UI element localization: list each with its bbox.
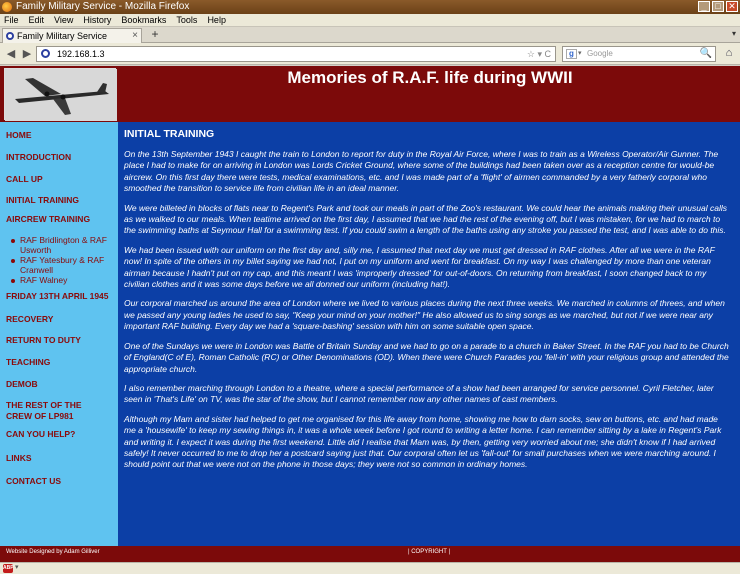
menu-history[interactable]: History bbox=[83, 15, 112, 25]
site-footer bbox=[0, 546, 740, 562]
home-icon[interactable]: ⌂ bbox=[725, 47, 733, 59]
search-bar[interactable] bbox=[562, 46, 716, 62]
paragraph: I also remember marching through London to a theatre, where a special performance of a show had been arranged for service personnel. Cyril Fletcher, later seen in 'That's Life' on TV, was the star of the show, but I cannot remember now any other names of cast members. bbox=[124, 382, 714, 405]
menu-bookmarks[interactable]: Bookmarks bbox=[121, 15, 167, 25]
nav-return-to-duty[interactable]: RETURN TO DUTY bbox=[6, 335, 81, 345]
site-favicon-icon bbox=[6, 32, 14, 40]
adblock-dropdown-icon[interactable]: ▾ bbox=[15, 564, 19, 571]
menu-help[interactable]: Help bbox=[207, 15, 226, 25]
main-content bbox=[118, 122, 740, 546]
nav-recovery[interactable]: RECOVERY bbox=[6, 314, 54, 324]
paragraph: We were billeted in blocks of flats near to Regent's Park and took our meals in part of the Zoo's restaurant. We could hear the animals making their unusual calls as we walked to our meals. When teatime arrived on the first day, I assumed that we had the rest of the evening off, but I was mistaken, for we had to march to the swimming baths at Seymour Hall for a swimming test. If you could swim a length of the baths using any stroke you passed the test, and I was able to do this. bbox=[124, 202, 727, 236]
tab-close-icon[interactable]: × bbox=[132, 30, 138, 41]
nav-aircrew-training[interactable]: AIRCREW TRAINING bbox=[6, 214, 91, 224]
tab-family-military-service[interactable] bbox=[2, 28, 142, 43]
search-icon[interactable]: 🔍 bbox=[699, 48, 712, 59]
nav-initial-training[interactable]: INITIAL TRAINING bbox=[6, 195, 80, 205]
nav-introduction[interactable]: INTRODUCTION bbox=[6, 152, 72, 162]
search-input[interactable]: Google bbox=[587, 49, 613, 58]
nav-can-you-help[interactable]: CAN YOU HELP? bbox=[6, 429, 76, 439]
close-button[interactable]: ✕ bbox=[726, 1, 738, 12]
menu-file[interactable]: File bbox=[4, 15, 19, 25]
section-heading: INITIAL TRAINING bbox=[124, 128, 215, 140]
page-viewport bbox=[0, 66, 740, 562]
tab-strip bbox=[0, 27, 740, 43]
menu-view[interactable]: View bbox=[54, 15, 74, 25]
back-button[interactable]: ◀ bbox=[6, 48, 16, 60]
subnav-walney[interactable]: RAF Walney bbox=[20, 275, 116, 285]
site-header bbox=[0, 66, 740, 122]
adblock-icon[interactable]: ABP bbox=[3, 565, 14, 571]
aircraft-image-icon bbox=[5, 69, 117, 121]
forward-button[interactable]: ▶ bbox=[22, 48, 32, 60]
url-text[interactable]: 192.168.1.3 bbox=[57, 49, 105, 59]
paragraph: On the 13th September 1943 I caught the train to London to report for duty in the Royal Air Force, where I was to train as a Wireless Operator/Air Gunner. The place I had to make for on arriving in London was Lords Cricket Ground, where some of the buildings had been taken over as a reception centre for would-be aircrew. On this first day there were tests, medical examinations, etc. and I was made part of a 'flight' of airmen commanded by a very fatherly corporal who smoothed the transition to service life from civilian life in an ideal manner. bbox=[124, 149, 719, 194]
nav-demob[interactable]: DEMOB bbox=[6, 379, 38, 389]
firefox-icon bbox=[2, 2, 12, 12]
footer-credit: Website Designed by Adam Gilliver bbox=[6, 549, 100, 555]
nav-rest-of-crew[interactable]: THE REST OF THE CREW OF LP981 bbox=[6, 400, 82, 421]
menu-bar bbox=[0, 14, 740, 27]
sidebar-nav bbox=[0, 122, 118, 546]
window-titlebar bbox=[0, 0, 740, 14]
tab-list-icon[interactable]: ▾ bbox=[731, 29, 736, 38]
window-title: Family Military Service - Mozilla Firefox bbox=[16, 1, 190, 12]
nav-links[interactable]: LINKS bbox=[6, 453, 32, 463]
subnav-yatesbury[interactable]: RAF Yatesbury & RAF Cranwell bbox=[20, 255, 116, 275]
nav-home[interactable]: HOME bbox=[6, 130, 32, 140]
maximize-button[interactable]: □ bbox=[712, 1, 724, 12]
menu-edit[interactable]: Edit bbox=[28, 15, 45, 25]
minimize-button[interactable]: _ bbox=[698, 1, 710, 12]
aircraft-photo bbox=[4, 68, 116, 120]
url-tools-icons[interactable]: ☆ ▾ C bbox=[526, 49, 551, 59]
page-title: Memories of R.A.F. life during WWII bbox=[287, 68, 573, 87]
nav-call-up[interactable]: CALL UP bbox=[6, 174, 43, 184]
paragraph: Our corporal marched us around the area of London where we lived to various places during the next three weeks. We marched in columns of threes, and when we passed any young ladies he used to say, "Keep your mind on your mother!" He also allowed us to sing songs as we marched, but not if we were near any important RAF building. Every day we had a 'square-bashing' session with him on some suitable open space. bbox=[124, 298, 725, 332]
footer-copyright-link[interactable]: | COPYRIGHT | bbox=[408, 549, 451, 555]
search-engine-dropdown-icon[interactable]: ▾ bbox=[578, 50, 582, 57]
site-identity-icon[interactable] bbox=[41, 49, 50, 58]
status-bar bbox=[0, 562, 740, 574]
paragraph: Although my Mam and sister had helped to get me organised for this life away from home, showing me how to darn socks, sew on buttons, etc. and had made me a 'housewife' to keep my sewing things in, it was a whole week before I got round to writing a letter home. I can remember sitting by a lake in Regent's Park and writing it. I expect it was during the first weekend. Little did I realise that Mam was, by then, getting very worried about me; she didn't know if I had arrived safely! It never occurred to me to drop her a postcard saying just that. Our corporal often let us 'fall-out' for small purchases when we were marching around. I should point out that we were not on the phone in those days; they were not so common in ordinary homes. bbox=[124, 413, 722, 470]
menu-tools[interactable]: Tools bbox=[176, 15, 198, 25]
nav-contact-us[interactable]: CONTACT US bbox=[6, 476, 62, 486]
paragraph: We had been issued with our uniform on the first day and, silly me, I assumed that next day we must get dressed in RAF clothes. After all we were in the RAF now! In spite of the others in my billet saying we had not, I put on my uniform and went for breakfast. On my way I was challenged by more than one veteran airman because I hadn't put on my cap, and this meant I was 'improperly dressed' for out-of-doors. On returning from breakfast, I soon changed back to my civilian clothes and it was some days before we all donned our uniform (including hat!). bbox=[124, 244, 715, 290]
url-bar[interactable] bbox=[36, 46, 556, 62]
tab-title: Family Military Service bbox=[17, 31, 108, 41]
nav-teaching[interactable]: TEACHING bbox=[6, 357, 51, 367]
paragraph: One of the Sundays we were in London was Battle of Britain Sunday and we had to go on a parade to a church in Baker Street. In the RAF you had to be Church of England(C of E), Roman Catholic (RC) or Other Denominations (OD). When there were Church Parades you 'fell-in' with your religious group and attended the appropriate church. bbox=[124, 340, 729, 374]
new-tab-button[interactable]: + bbox=[151, 27, 159, 41]
google-icon[interactable]: g bbox=[566, 49, 577, 59]
subnav-bridlington[interactable]: RAF Bridlington & RAF Usworth bbox=[20, 235, 116, 255]
navigation-bar bbox=[0, 43, 740, 65]
nav-friday-13th[interactable]: FRIDAY 13TH APRIL 1945 bbox=[6, 291, 109, 301]
